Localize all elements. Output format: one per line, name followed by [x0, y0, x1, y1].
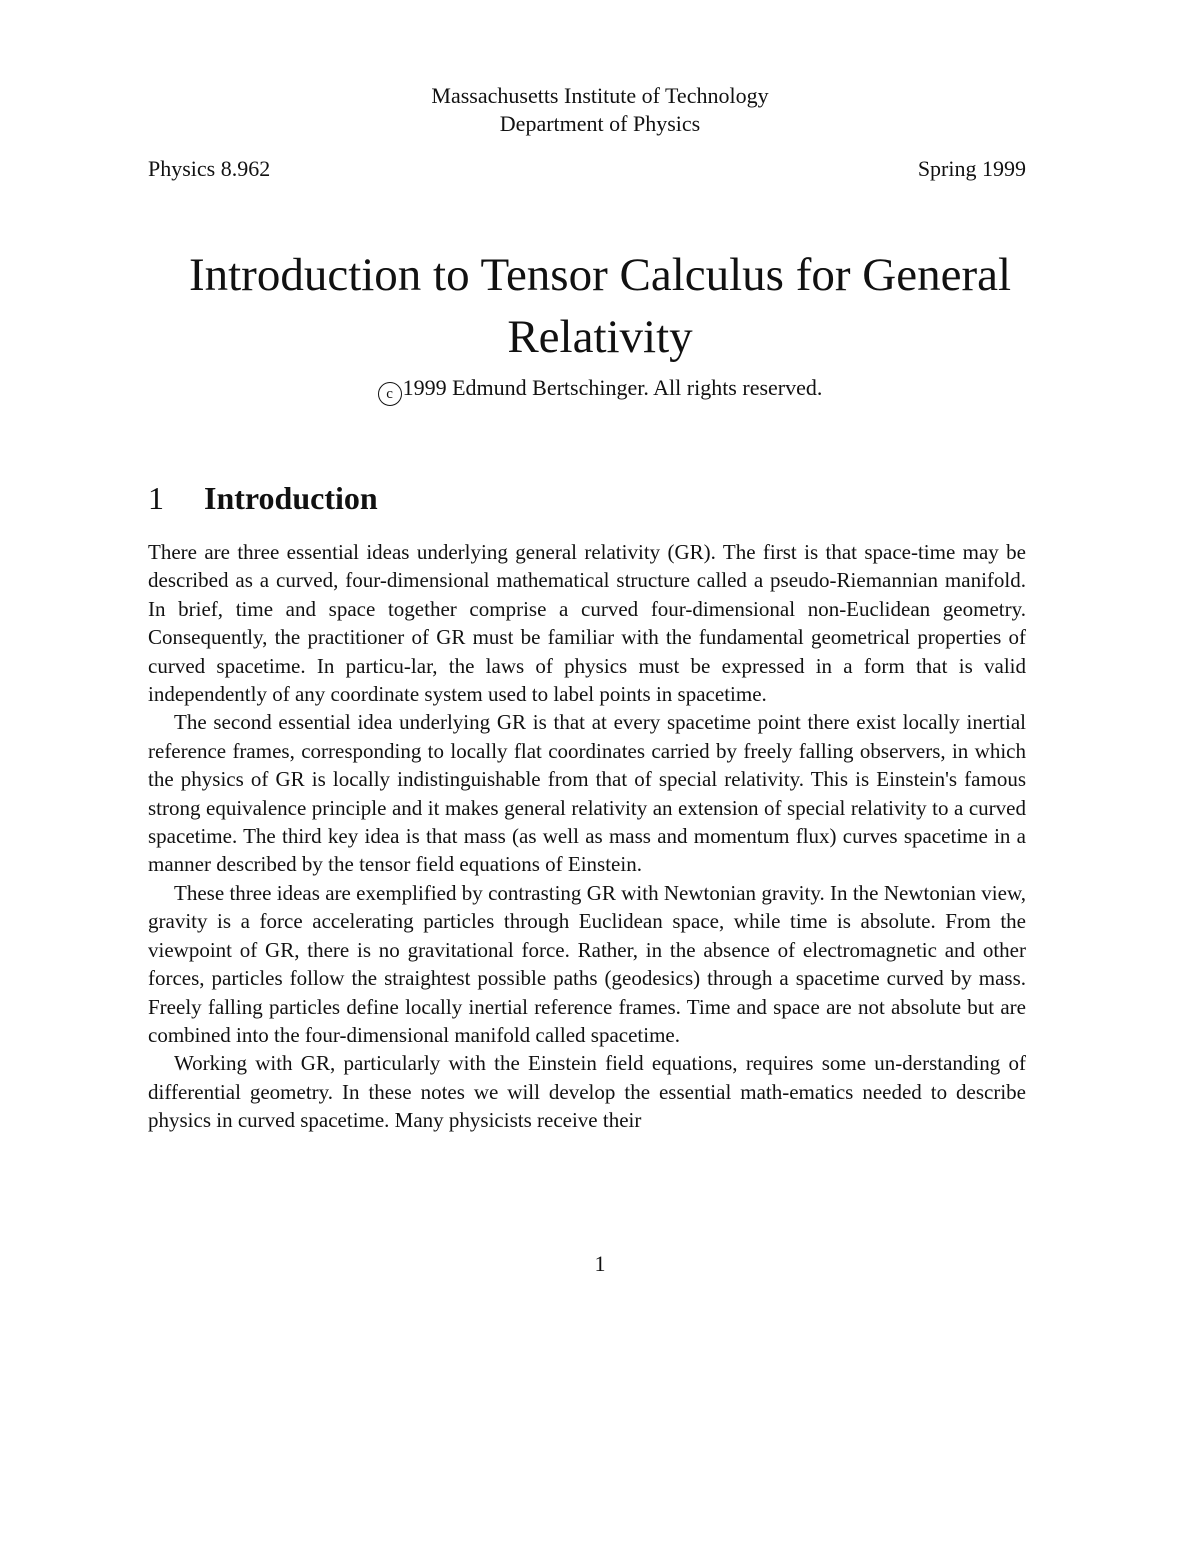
- body-text: [148, 538, 1026, 1135]
- paragraph: The second essential idea underlying GR is that at every spacetime point there exist locally inertial reference frames, corresponding to locally flat coordinates carried by freely falling observers, in which the physics of GR is locally indistinguishable from that of special relativity. This is Einstein's famous strong equivalence principle and it makes general relativity an extension of special relativity to a curved spacetime. The third key idea is that mass (as well as mass and momentum flux) curves spacetime in a manner described by the tensor field equations of Einstein.: [148, 710, 1026, 877]
- department-name: Department of Physics: [499, 111, 701, 136]
- course-info-row: [148, 155, 1026, 183]
- section-heading: [148, 478, 378, 518]
- paragraph: Working with GR, particularly with the Einstein field equations, requires some un-derstanding of differential geometry. In these notes we will develop the essential math-ematics needed to describe physics in curved spacetime. Many physicists receive their: [148, 1051, 1026, 1133]
- page-number: 1: [594, 1251, 606, 1276]
- section-title: Introduction: [204, 480, 378, 516]
- institution-name: Massachusetts Institute of Technology: [431, 83, 769, 108]
- title-line-2: Relativity: [507, 311, 693, 363]
- paragraph: There are three essential ideas underlying general relativity (GR). The first is that space-time may be described as a curved, four-dimensional mathematical structure called a pseudo-Riemannian manifold. In brief, time and space together comprise a curved four-dimensional non-Euclidean geometry. Consequently, the practitioner of GR must be familiar with the fundamental geometrical properties of curved spacetime. In particu-lar, the laws of physics must be expressed in a form that is valid independently of any coordinate system used to label points in spacetime.: [148, 540, 1026, 707]
- copyright-icon: c: [378, 382, 402, 406]
- paragraph: These three ideas are exemplified by contrasting GR with Newtonian gravity. In the Newtonian view, gravity is a force accelerating particles through Euclidean space, while time is absolute. From the viewpoint of GR, there is no gravitational force. Rather, in the absence of electromagnetic and other forces, particles follow the straightest possible paths (geodesics) through a spacetime curved by mass. Freely falling particles define locally inertial reference frames. Time and space are not absolute but are combined into the four-dimensional manifold called spacetime.: [148, 880, 1026, 1047]
- institution-header: [0, 82, 1200, 138]
- course-number: Physics 8.962: [148, 156, 271, 181]
- course-term: Spring 1999: [917, 156, 1026, 181]
- copyright-text: 1999 Edmund Bertschinger. All rights reserved.: [402, 375, 823, 400]
- copyright-notice: [0, 374, 1200, 406]
- document-title: [120, 244, 1080, 368]
- title-line-1: Introduction to Tensor Calculus for General: [188, 249, 1012, 301]
- section-number: 1: [148, 480, 164, 516]
